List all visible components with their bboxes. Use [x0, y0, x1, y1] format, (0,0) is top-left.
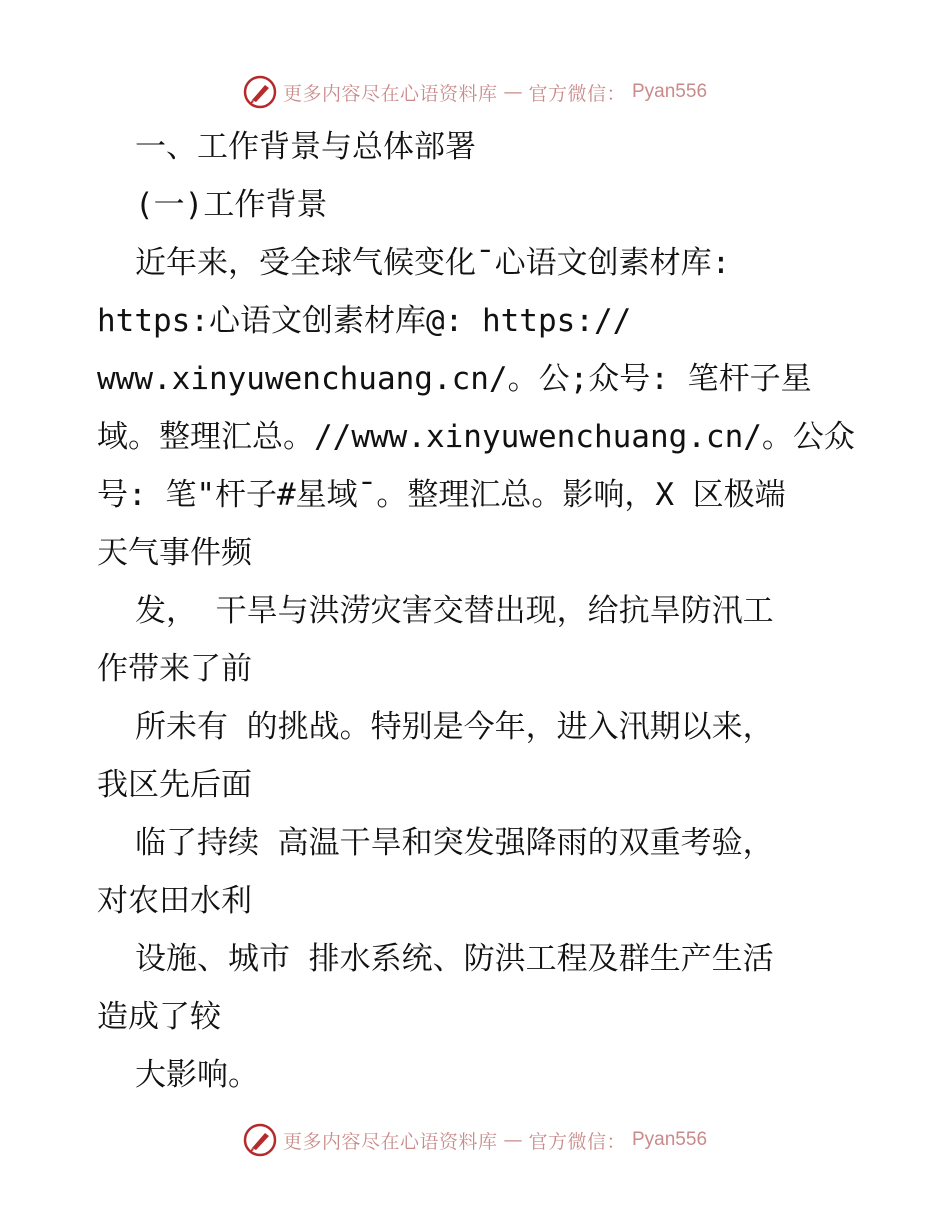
heading-1: 一、工作背景与总体部署: [135, 129, 476, 165]
body-line: www.xinyuwenchuang.cn/。公;众号: 笔杆子星: [97, 361, 812, 397]
watermark-separator: —: [503, 81, 523, 103]
watermark-text: 更多内容尽在心语资料库: [282, 1130, 498, 1153]
body-line: 号: 笔"杆子#星域¯。整理汇总。影响，X 区极端: [97, 477, 786, 513]
body-line: 大影响。: [135, 1057, 259, 1093]
body-line: 造成了较: [97, 999, 221, 1035]
body-line: 近年来，受全球气候变化¯心语文创素材库:: [135, 245, 731, 281]
watermark-text: 更多内容尽在心语资料库: [282, 82, 498, 105]
watermark-official-label: 官方微信：: [528, 1130, 626, 1153]
body-line: 临了持续 高温干旱和突发强降雨的双重考验，: [135, 825, 774, 861]
body-line: 设施、城市 排水系统、防洪工程及群生产生活: [135, 941, 774, 977]
watermark-footer: [0, 1120, 950, 1160]
pen-logo-icon: [243, 75, 277, 109]
body-line: https:心语文创素材库@: https://: [97, 303, 632, 339]
watermark-wechat-id: Pyan556: [632, 1129, 708, 1150]
body-line: 所未有 的挑战。特别是今年，进入汛期以来，: [135, 709, 774, 745]
body-line: 发， 干旱与洪涝灾害交替出现，给抗旱防汛工: [135, 593, 774, 629]
body-line: 我区先后面: [97, 767, 252, 803]
pen-logo-icon: [243, 1123, 277, 1157]
watermark-official-label: 官方微信：: [528, 82, 626, 105]
body-line: 作带来了前: [97, 651, 252, 687]
heading-2: (一)工作背景: [135, 187, 328, 223]
watermark-separator: —: [503, 1129, 523, 1151]
body-line: 对农田水利: [97, 883, 252, 919]
watermark-wechat-id: Pyan556: [632, 81, 708, 102]
document-body: [97, 118, 857, 1104]
watermark-header: [0, 72, 950, 112]
body-line: 天气事件频: [97, 535, 252, 571]
body-line: 域。整理汇总。//www.xinyuwenchuang.cn/。公众: [97, 419, 855, 455]
